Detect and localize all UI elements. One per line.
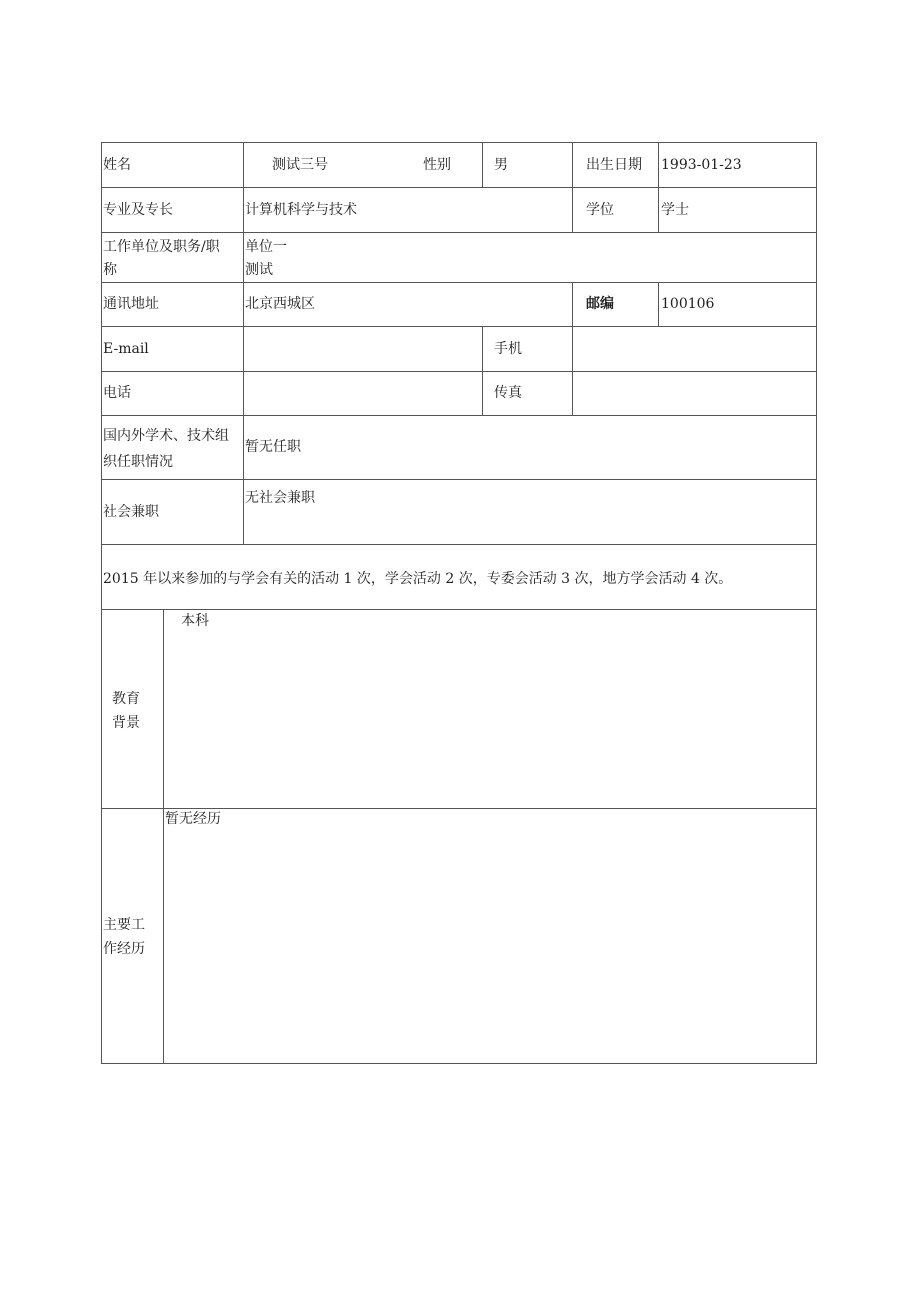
work-history-value: 暂无经历 — [165, 811, 221, 827]
gender-label: 性别 — [423, 157, 451, 173]
degree-label: 学位 — [586, 202, 614, 218]
major-value: 计算机科学与技术 — [245, 202, 357, 218]
org-label-line1: 国内外学术、技术组 — [103, 428, 229, 444]
name-value: 测试三号 — [272, 157, 328, 173]
address-label: 通讯地址 — [103, 296, 159, 312]
degree-value: 学士 — [661, 202, 689, 218]
email-label: E-mail — [103, 341, 149, 357]
birth-value: 1993-01-23 — [661, 157, 742, 173]
mobile-value-cell — [572, 326, 817, 372]
birth-label: 出生日期 — [586, 157, 642, 173]
education-label-line2: 背景 — [112, 715, 140, 731]
work-unit-label-line1: 工作单位及职务/职 — [103, 239, 220, 255]
social-value: 无社会兼职 — [245, 490, 315, 506]
fax-value-cell — [572, 371, 817, 416]
address-value: 北京西城区 — [245, 296, 315, 312]
work-history-label-line2: 作经历 — [103, 941, 145, 957]
activities-text: 2015 年以来参加的与学会有关的活动 1 次，学会活动 2 次，专委会活动 3 次，地方学会活动 4 次。 — [103, 571, 733, 587]
org-label-line2: 织任职情况 — [103, 454, 173, 470]
name-label: 姓名 — [103, 157, 131, 173]
work-history-label-line1: 主要工 — [103, 917, 145, 933]
phone-value-cell — [243, 371, 483, 416]
postcode-value: 100106 — [661, 296, 715, 312]
major-label: 专业及专长 — [103, 202, 173, 218]
education-value-cell — [163, 609, 817, 809]
education-label-line1: 教育 — [112, 691, 140, 707]
social-label: 社会兼职 — [103, 504, 159, 520]
work-history-value-cell — [163, 808, 817, 1064]
mobile-label: 手机 — [494, 341, 522, 357]
work-unit-value-line2: 测试 — [245, 262, 273, 278]
work-unit-value-line1: 单位一 — [245, 239, 287, 255]
fax-label: 传真 — [494, 385, 522, 401]
postcode-label: 邮编 — [586, 296, 614, 312]
org-value: 暂无任职 — [245, 439, 301, 455]
education-value: 本科 — [181, 613, 209, 629]
phone-label: 电话 — [103, 385, 131, 401]
gender-value: 男 — [494, 157, 508, 173]
social-value-cell — [243, 479, 817, 545]
work-unit-value-cell — [243, 232, 817, 283]
org-value-cell — [243, 415, 817, 480]
work-unit-label-line2: 称 — [103, 262, 117, 278]
email-value-cell — [243, 326, 483, 372]
